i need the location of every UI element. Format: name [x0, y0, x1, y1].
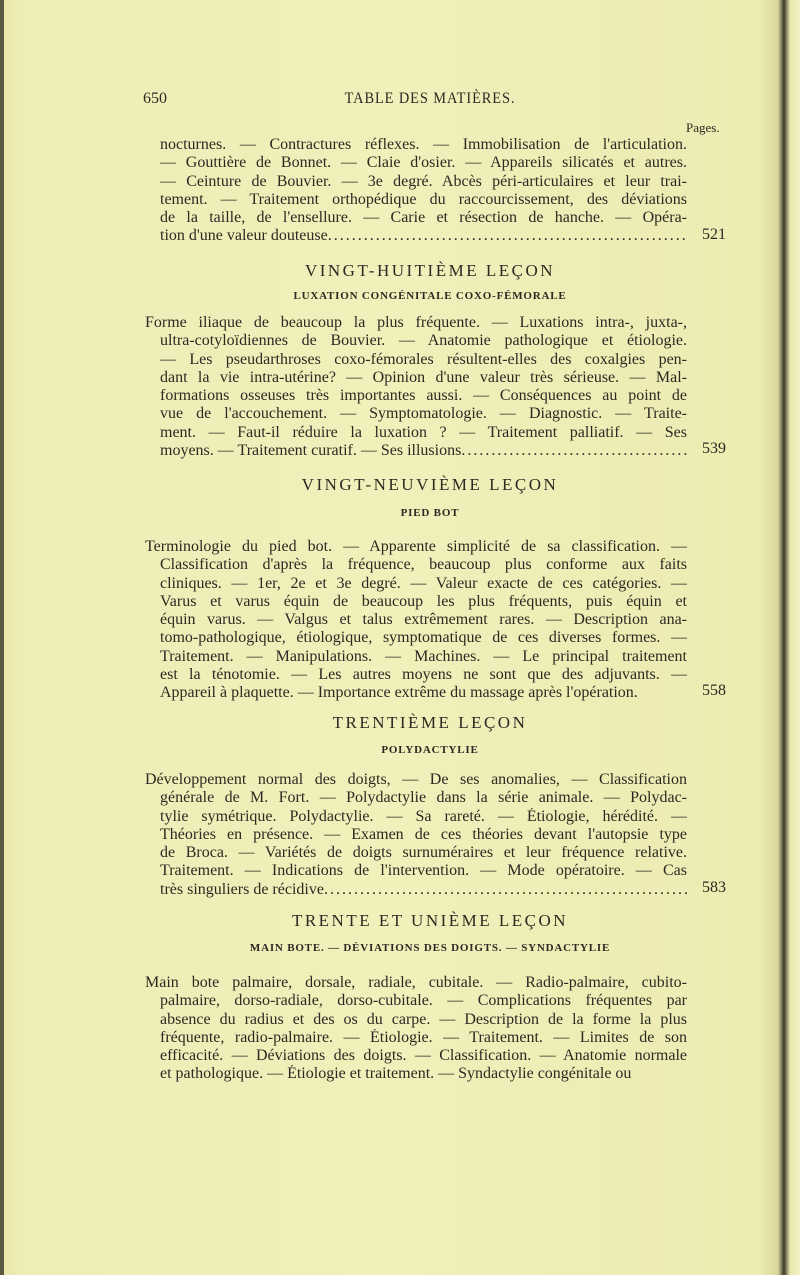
entry-line: de Broca. — Variétés de doigts surnuméraires et leur fréquence relative.: [160, 844, 687, 862]
entry-line: Varus et varus équin de beaucoup les plus fréquents, puis équin et: [160, 592, 687, 610]
lesson-subtitle: MAIN BOTE. — DÉVIATIONS DES DOIGTS. — SYNDACTYLIE: [249, 942, 611, 954]
running-title: TABLE DES MATIÈRES.: [344, 90, 516, 107]
entry-line: [160, 881, 687, 899]
entry-line: est la ténotomie. — Les autres moyens ne sont que des adjuvants. —: [160, 666, 687, 684]
entry-line: Forme iliaque de beaucoup la plus fréquente. — Luxations intra-, juxta-,: [145, 314, 687, 331]
page-number: 650: [143, 90, 167, 107]
entry-paragraph: [145, 974, 687, 1084]
lesson-subtitle: POLYDACTYLIE: [381, 744, 479, 756]
entry-line: Appareil à plaquette. — Importance extrême du massage après l'opération.: [160, 684, 638, 702]
entry-line: absence du radius et des os du carpe. — Description de la forme la plus: [160, 1010, 687, 1028]
entry-line: tement. — Traitement orthopédique du raccourcissement, des déviations: [160, 190, 687, 208]
entry-paragraph: [145, 314, 687, 460]
entry-line: efficacité. — Déviations des doigts. — Classification. — Anatomie normale: [160, 1047, 687, 1065]
entry-line: ultra-cotyloïdiennes de Bouvier. — Anatomie pathologique et étiologie.: [160, 332, 687, 350]
entry-line: nocturnes. — Contractures réflexes. — Immobilisation de l'articulation.: [160, 136, 687, 153]
entry-line: [160, 442, 687, 460]
dot-leader: [324, 881, 687, 899]
entry-page-number[interactable]: 521: [702, 225, 726, 243]
entry-page-number[interactable]: 583: [702, 878, 726, 896]
entry-line: cliniques. — 1er, 2e et 3e degré. — Valeur exacte de ces catégories. —: [160, 574, 687, 592]
entry-line: ment. — Faut-il réduire la luxation ? — Traitement palliatif. — Ses: [160, 423, 687, 441]
lesson-heading: TRENTE ET UNIÈME LEÇON: [291, 911, 569, 930]
entry-line: générale de M. Fort. — Polydactylie dans la série animale. — Polydac-: [160, 789, 687, 807]
pages-column-label: Pages.: [686, 120, 720, 135]
entry-line: fréquente, radio-palmaire. — Étiologie. — Traitement. — Limites de son: [160, 1028, 687, 1046]
entry-line: Terminologie du pied bot. — Apparente simplicité de sa classification. —: [145, 538, 687, 555]
dot-leader: [461, 442, 687, 460]
entry-line: — Les pseudarthroses coxo-fémorales résultent-elles des coxalgies pen-: [160, 350, 687, 368]
entry-line: — Gouttière de Bonnet. — Claie d'osier. — Appareils silicatés et autres.: [160, 154, 687, 172]
entry-line: Traitement. — Manipulations. — Machines. — Le principal traitement: [160, 647, 687, 665]
lesson-subtitle: PIED BOT: [400, 507, 460, 519]
entry-line: équin varus. — Valgus et talus extrêmement rares. — Description ana-: [160, 611, 687, 629]
lesson-heading: VINGT-HUITIÈME LEÇON: [304, 261, 556, 280]
entry-line-text: très singuliers de récidive: [160, 880, 324, 898]
entry-page-number[interactable]: 539: [702, 440, 726, 458]
entry-line: et pathologique. — Étiologie et traitement. — Syndactylie congénitale ou: [160, 1065, 632, 1083]
entry-paragraph: [160, 136, 687, 246]
entry-line: [160, 227, 687, 245]
entry-line-text: tion d'une valeur douteuse: [160, 227, 328, 245]
entry-line: Traitement. — Indications de l'intervention. — Mode opératoire. — Cas: [160, 862, 687, 880]
entry-line: Main bote palmaire, dorsale, radiale, cubitale. — Radio-palmaire, cubito-: [145, 974, 687, 991]
entry-line: dant la vie intra-utérine? — Opinion d'une valeur très sérieuse. — Mal-: [160, 368, 687, 386]
entry-line: — Ceinture de Bouvier. — 3e degré. Abcès péri-articulaires et leur trai-: [160, 172, 687, 190]
lesson-heading: VINGT-NEUVIÈME LEÇON: [301, 475, 559, 494]
lesson-heading: TRENTIÈME LEÇON: [332, 713, 528, 732]
dot-leader: [328, 227, 687, 245]
page-edge: [0, 0, 4, 1275]
entry-line: tomo-pathologique, étiologique, symptomatique de ces diverses formes. —: [160, 629, 687, 647]
entry-paragraph: [145, 771, 687, 899]
entry-line: tylie symétrique. Polydactylie. — Sa rareté. — Étiologie, hérédité. —: [160, 807, 687, 825]
lesson-subtitle: LUXATION CONGÉNITALE COXO-FÉMORALE: [293, 290, 567, 302]
entry-line: Développement normal des doigts, — De ses anomalies, — Classification: [145, 771, 687, 788]
entry-paragraph: [145, 538, 687, 703]
entry-line: vue de l'accouchement. — Symptomatologie. — Diagnostic. — Traite-: [160, 405, 687, 423]
entry-page-number[interactable]: 558: [702, 682, 726, 700]
entry-line: de la taille, de l'ensellure. — Carie et résection de hanche. — Opéra-: [160, 209, 687, 227]
entry-line: Classification d'après la fréquence, beaucoup plus conforme aux faits: [160, 556, 687, 574]
entry-line-text: moyens. — Traitement curatif. — Ses illusions: [160, 442, 462, 460]
entry-line: palmaire, dorso-radiale, dorso-cubitale. — Complications fréquentes par: [160, 992, 687, 1010]
entry-line: Théories en présence. — Examen de ces théories devant l'autopsie type: [160, 825, 687, 843]
entry-line: formations osseuses très importantes aussi. — Conséquences au point de: [160, 387, 687, 405]
